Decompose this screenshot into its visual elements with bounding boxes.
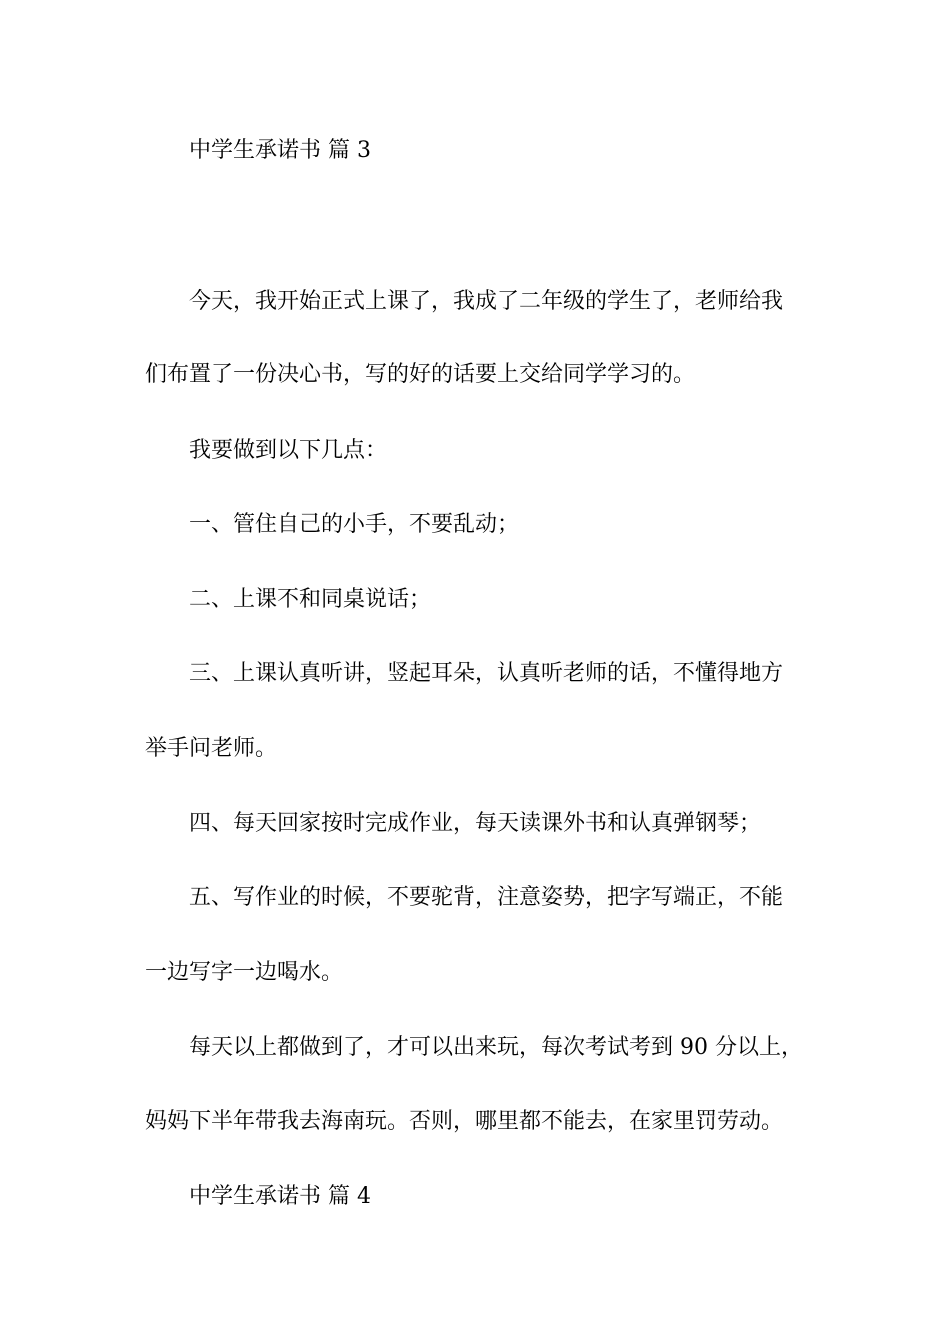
list-item-5-line-1: 五、写作业的时候，不要驼背，注意姿势，把字写端正，不能 (189, 885, 784, 910)
list-item-3-line-2: 举手问老师。 (145, 736, 278, 761)
paragraph-reward-line-2: 妈妈下半年带我去海南玩。否则，哪里都不能去，在家里罚劳动。 (145, 1109, 784, 1134)
paragraph-points-intro: 我要做到以下几点： (189, 438, 388, 463)
paragraph-reward-line-1: 每天以上都做到了，才可以出来玩，每次考试考到 90 分以上， (189, 1035, 803, 1060)
paragraph-intro-line-1: 今天，我开始正式上课了，我成了二年级的学生了，老师给我 (189, 289, 784, 314)
list-item-4: 四、每天回家按时完成作业，每天读课外书和认真弹钢琴； (189, 811, 762, 836)
list-item-3-line-1: 三、上课认真听讲，竖起耳朵，认真听老师的话，不懂得地方 (189, 661, 784, 686)
paragraph-intro-line-2: 们布置了一份决心书，写的好的话要上交给同学学习的。 (145, 362, 696, 387)
list-item-5-line-2: 一边写字一边喝水。 (145, 960, 344, 985)
section-heading-3: 中学生承诺书 篇 3 (189, 138, 371, 163)
list-item-2: 二、上课不和同桌说话； (189, 587, 432, 612)
list-item-1: 一、管住自己的小手，不要乱动； (189, 512, 520, 537)
section-heading-4: 中学生承诺书 篇 4 (189, 1184, 371, 1209)
